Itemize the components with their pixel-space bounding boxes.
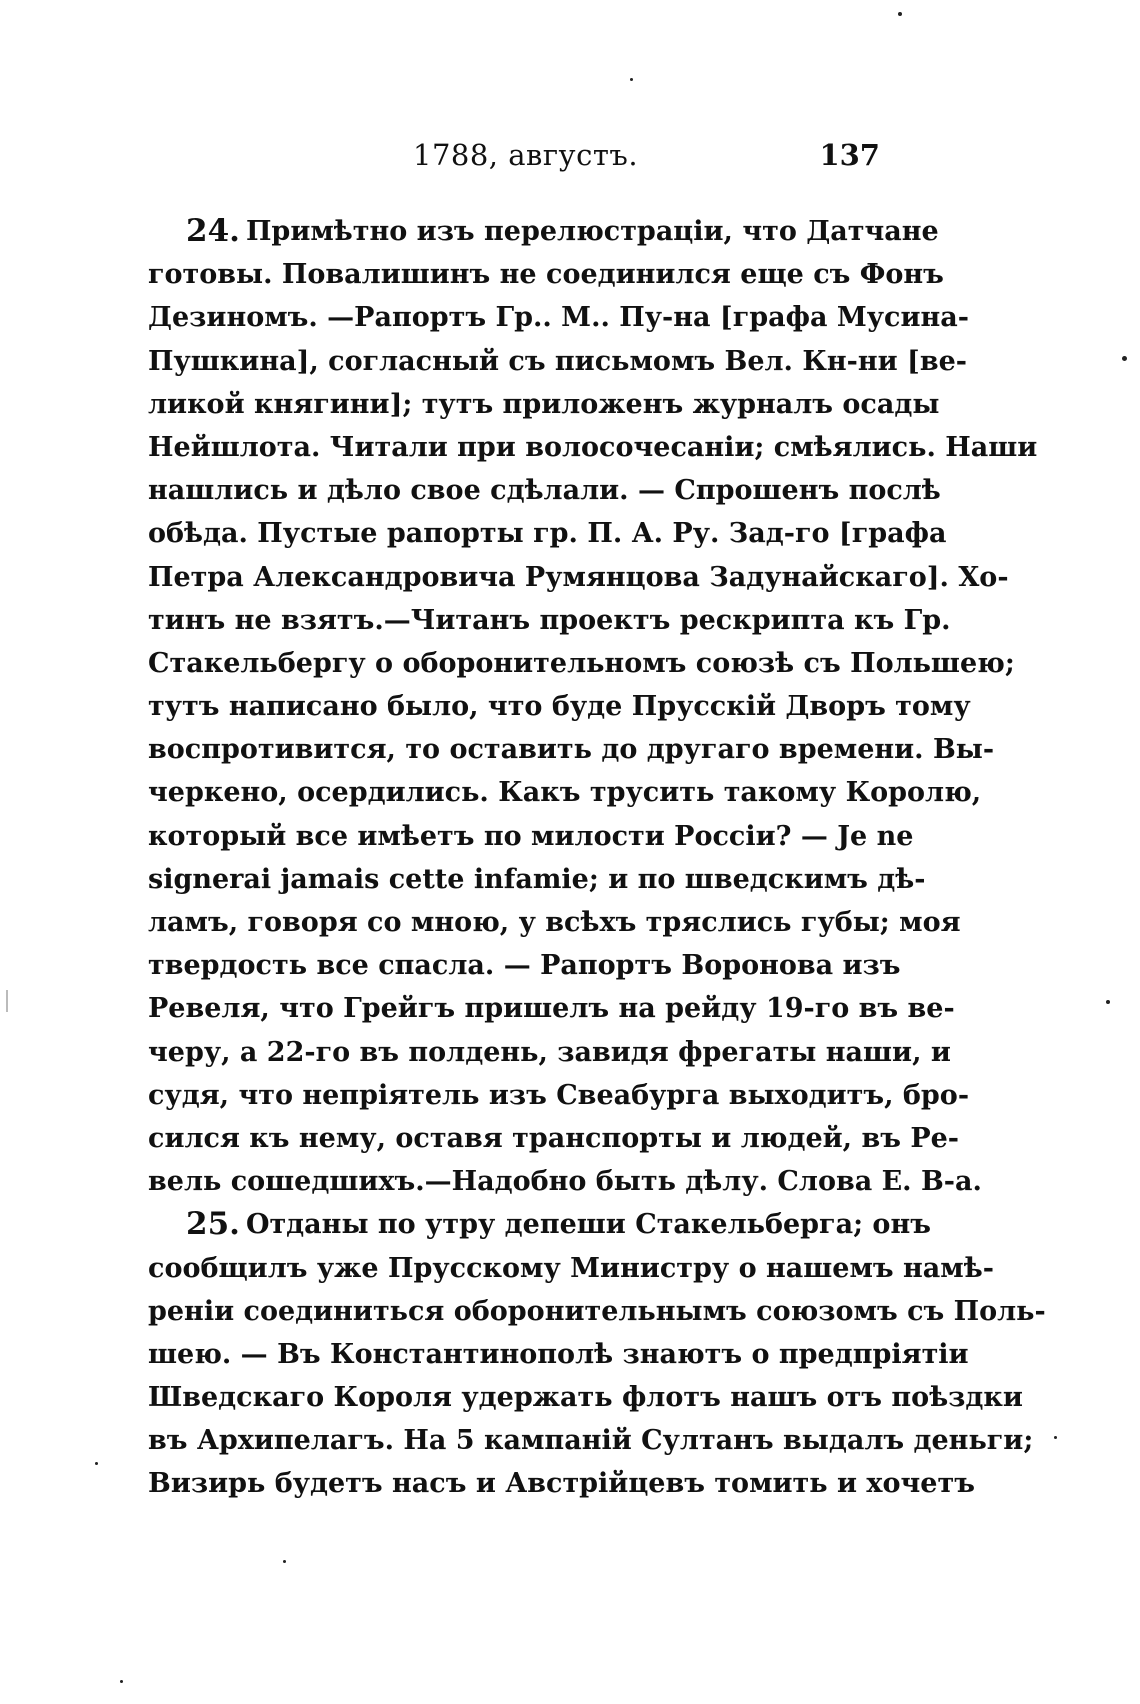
scan-speck — [283, 1560, 286, 1563]
text-line: Шведскаго Короля удержать флотъ нашъ отъ поѣздки — [148, 1382, 1023, 1414]
text-line: Ревеля, что Грейгъ пришелъ на рейду 19-го въ ве- — [148, 993, 955, 1025]
text-line: который все имѣетъ по милости Россіи? — Je ne — [148, 820, 914, 852]
text-line: ликой княгини]; тутъ приложенъ журналъ осады — [148, 388, 940, 420]
text-line: Дезиномъ. —Рапортъ Гр.. М.. Пу-на [графа Мусина- — [148, 302, 969, 334]
entry-first-line-text: Примѣтно изъ перелюстраціи, что Датчане — [245, 216, 939, 247]
text-line: обѣда. Пустые рапорты гр. П. А. Ру. Зад-го [графа — [148, 518, 947, 550]
diary-text — [148, 210, 1046, 1506]
text-line: нашлись и дѣло свое сдѣлали. — Спрошенъ послѣ — [148, 475, 941, 507]
entry-day-number: 24. — [186, 213, 240, 249]
text-line: черкено, осердились. Какъ трусить такому Королю, — [148, 777, 982, 809]
page-number: 137 — [819, 138, 880, 172]
text-line: Визирь будетъ насъ и Австрійцевъ томить и хочетъ — [148, 1468, 975, 1500]
text-line: шею. — Въ Константинополѣ знаютъ о предпріятіи — [148, 1338, 969, 1370]
text-line: воспротивится, то оставить до другаго времени. Вы- — [148, 734, 995, 766]
text-line: сился къ нему, оставя транспорты и людей, въ Ре- — [148, 1122, 960, 1154]
text-line: тутъ написано было, что буде Прусскій Дворъ тому — [148, 691, 971, 723]
entry-day-number: 25. — [186, 1206, 240, 1243]
scan-speck — [898, 12, 902, 16]
running-head — [148, 138, 880, 182]
entry-24-first-line — [148, 210, 939, 253]
text-line: въ Архипелагъ. На 5 кампаній Султанъ выдалъ деньги; — [148, 1425, 1034, 1457]
scan-speck — [1122, 356, 1127, 361]
scan-speck — [630, 78, 633, 81]
scan-speck — [1106, 1000, 1110, 1004]
text-line: Нейшлота. Читали при волосочесаніи; смѣялись. Наши — [148, 431, 1038, 463]
scan-mark — [6, 990, 8, 1012]
text-line: тинъ не взятъ.—Читанъ проектъ рескрипта къ Гр. — [148, 604, 951, 636]
scan-speck — [1054, 1436, 1057, 1439]
running-head-title: 1788, августъ. — [413, 138, 639, 172]
text-line: сообщилъ уже Прусскому Министру о нашемъ намѣ- — [148, 1252, 994, 1284]
text-line: реніи соединиться оборонительнымъ союзомъ съ Поль- — [148, 1295, 1046, 1327]
text-line: черу, а 22-го въ полдень, завидя фрегаты наши, и — [148, 1036, 951, 1068]
text-line: вель сошедшихъ.—Надобно быть дѣлу. Слова Е. В-а. — [148, 1166, 982, 1198]
scan-speck — [95, 1462, 98, 1465]
text-line: signerai jamais cette infamie; и по шведскимъ дѣ- — [148, 863, 926, 895]
text-line: Петра Александровича Румянцова Задунайскаго]. Хо- — [148, 561, 1009, 593]
entry-first-line-text: Отданы по утру депеши Стакельберга; онъ — [245, 1209, 931, 1241]
entry-25-first-line — [148, 1203, 931, 1246]
scan-speck — [120, 1680, 123, 1683]
text-line: твердость все спасла. — Рапортъ Воронова изъ — [148, 950, 901, 982]
text-line: Стакельбергу о оборонительномъ союзѣ съ Польшею; — [148, 647, 1015, 679]
text-line: Пушкина], согласный съ письмомъ Вел. Кн-ни [ве- — [148, 345, 967, 377]
text-line: готовы. Повалишинъ не соединился еще съ Фонъ — [148, 259, 944, 291]
text-line: судя, что непріятель изъ Свеабурга выходитъ, бро- — [148, 1079, 970, 1111]
text-line: ламъ, говоря со мною, у всѣхъ тряслись губы; моя — [148, 907, 961, 938]
